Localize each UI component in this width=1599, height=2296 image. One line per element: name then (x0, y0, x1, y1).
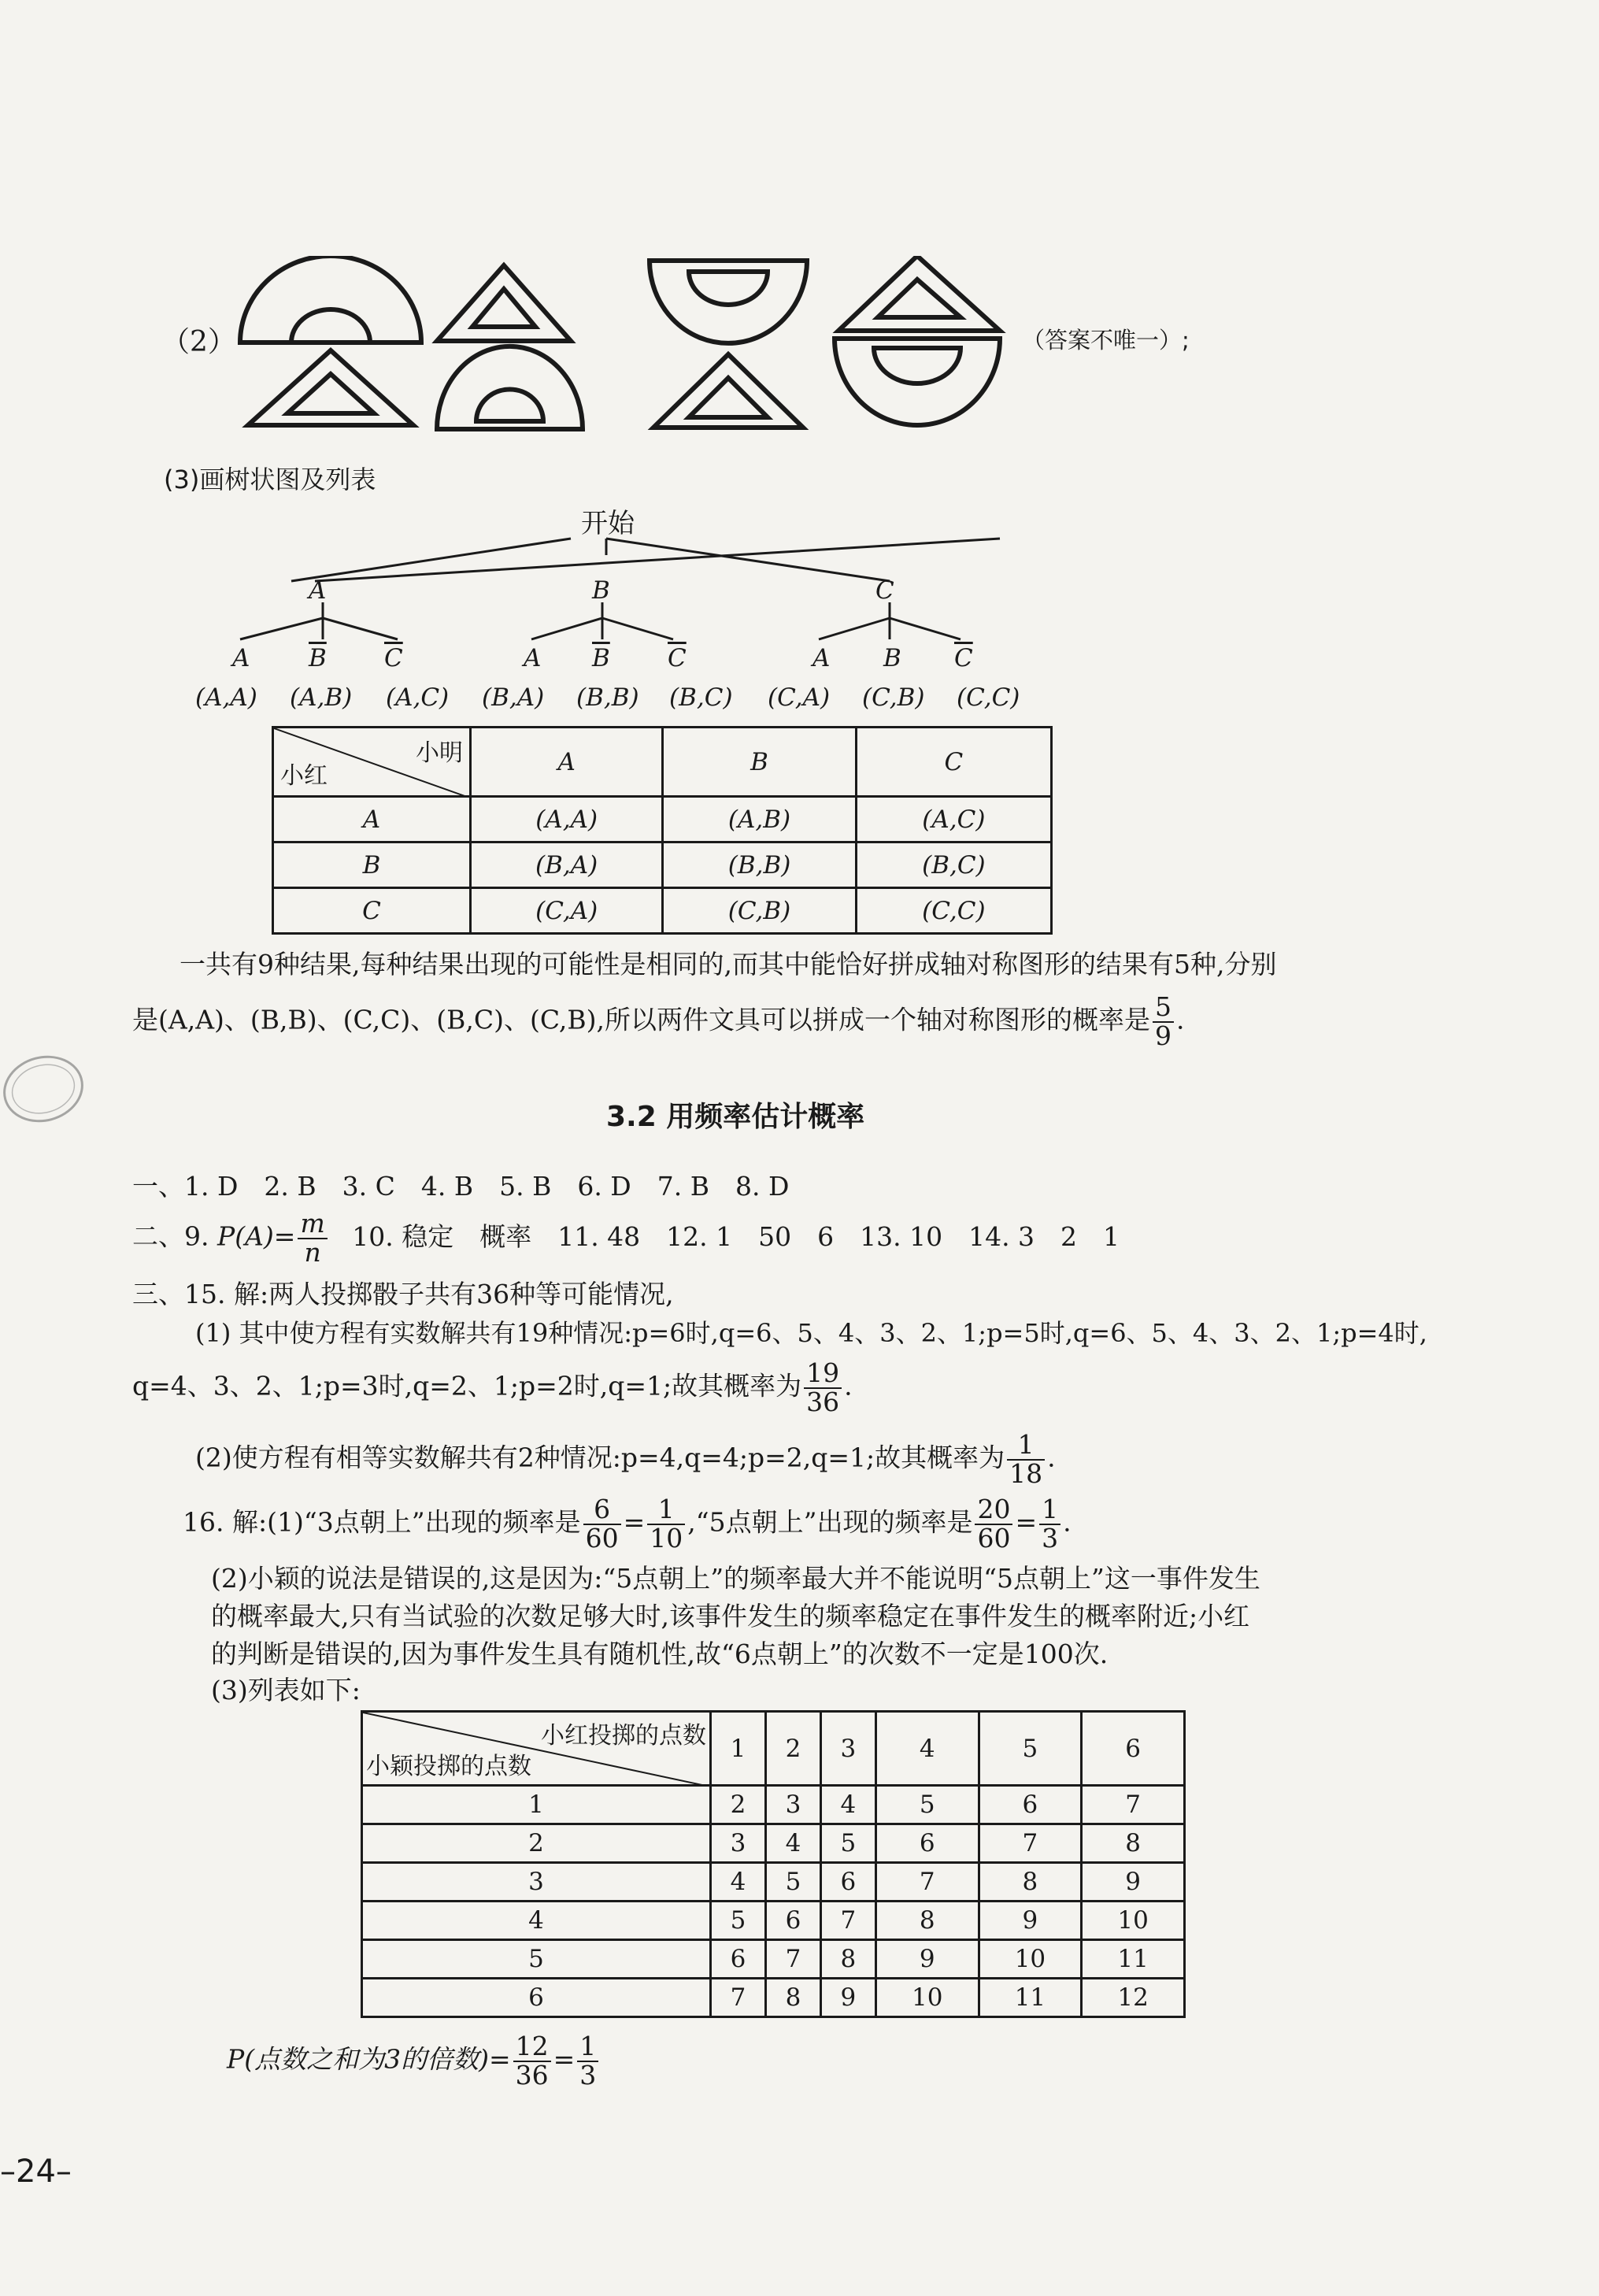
dice-cell: 7 (820, 1902, 875, 1940)
answers-line2-post: 10. 稳定 概率 11. 48 12. 1 50 6 13. 10 14. 3 2 1 (352, 1220, 1120, 1252)
dice-cell: 4 (820, 1786, 875, 1824)
dice-cell: 3 (711, 1824, 766, 1863)
dice-cell: 6 (711, 1940, 766, 1979)
dice-cell: 3 (765, 1786, 820, 1824)
outcome-cell: (A,C) (856, 797, 1051, 842)
dice-cell: 4 (711, 1863, 766, 1902)
tree-l2-8: $\overline{C}$ (954, 644, 973, 672)
q15-1-line1: (1) 其中使方程有实数解共有19种情况:p=6时,q=6、5、4、3、2、1;p=5时,q=6、5、4、3、2、1;p=4时, (195, 1318, 1427, 1348)
part2-note: （答案不唯一）; (1022, 327, 1190, 354)
q15-2-text: (2)使方程有相等实数解共有2种情况:p=4,q=4;p=2,q=1;故其概率为 (195, 1442, 1005, 1473)
dice-cell: 9 (1082, 1863, 1185, 1902)
dice-cell: 8 (1082, 1824, 1185, 1863)
section-title: 3.2 用频率估计概率 (606, 1101, 865, 1133)
dice-cell: 7 (765, 1940, 820, 1979)
tree-l2-0: A (232, 644, 250, 672)
dice-cell: 10 (1082, 1902, 1185, 1940)
outcome-cell: (C,B) (663, 888, 856, 934)
dice-cell: 6 (765, 1902, 820, 1940)
q15-1-fraction: $\frac{19}{36}$ (804, 1360, 842, 1416)
tree-pair-4: (B,B) (576, 683, 639, 712)
outcome-col-header: A (471, 728, 663, 797)
dice-cell: 7 (711, 1979, 766, 2017)
tree-l1-c: C (875, 576, 894, 605)
q16-fraction-1: $\frac{6}{60}$ (583, 1496, 621, 1552)
dice-cell: 4 (765, 1824, 820, 1863)
tree-l1-b: B (592, 576, 610, 605)
q15-1-line2: q=4、3、2、1;p=3时,q=2、1;p=2时,q=1;故其概率为 $\frac{19}{36}$ . (132, 1357, 853, 1417)
outcome-table (272, 726, 1053, 935)
q15-intro: 三、15. 解:两人投掷骰子共有36种等可能情况, (132, 1279, 674, 1309)
corner-bottom-label: 小红 (280, 762, 328, 790)
tree-pair-6: (C,A) (768, 683, 831, 712)
tree-pair-0: (A,A) (195, 683, 257, 712)
dice-row-header: 2 (362, 1824, 711, 1863)
outcome-cell: (A,B) (663, 797, 856, 842)
tree-pair-3: (B,A) (482, 683, 545, 712)
dice-corner-top: 小红投掷的点数 (541, 1722, 706, 1750)
q15-2: (2)使方程有相等实数解共有2种情况:p=4,q=4;p=2,q=1;故其概率为 $\frac{1}{18}$ . (195, 1429, 1056, 1489)
dice-cell: 5 (711, 1902, 766, 1940)
q16-fraction-2: $\frac{1}{10}$ (647, 1496, 685, 1552)
tree-root: 开始 (581, 508, 635, 539)
dice-col-header: 6 (1082, 1712, 1185, 1786)
q15-1-line2-text: q=4、3、2、1;p=3时,q=2、1;p=2时,q=1;故其概率为 (132, 1370, 802, 1402)
outcome-col-header: B (663, 728, 856, 797)
tree-l2-3: A (524, 644, 542, 672)
figure-pair-2 (437, 265, 583, 429)
outcome-table-corner (273, 728, 471, 797)
tree-l2-1: $\overline{B}$ (309, 644, 327, 672)
dice-cell: 8 (979, 1863, 1082, 1902)
outcome-cell: (B,A) (471, 842, 663, 888)
dice-row-header: 3 (362, 1863, 711, 1902)
dice-cell: 10 (875, 1979, 979, 2017)
dice-row-header: 4 (362, 1902, 711, 1940)
conclusion-line2: 是(A,A)、(B,B)、(C,C)、(B,C)、(C,B),所以两件文具可以拼成一个轴对称图形的概率是 $\frac{5}{9}$ . (132, 991, 1185, 1051)
outcome-cell: (B,C) (856, 842, 1051, 888)
dice-col-header: 2 (765, 1712, 820, 1786)
tree-pair-7: (C,B) (862, 683, 925, 712)
dice-row-header: 1 (362, 1786, 711, 1824)
dice-cell: 9 (979, 1902, 1082, 1940)
outcome-cell: (A,A) (471, 797, 663, 842)
outcome-cell: (C,C) (856, 888, 1051, 934)
dice-cell: 11 (1082, 1940, 1185, 1979)
tree-pair-2: (A,C) (386, 683, 450, 712)
tree-lines (205, 535, 1071, 661)
tree-pair-5: (B,C) (669, 683, 733, 712)
dice-col-header: 1 (711, 1712, 766, 1786)
dice-cell: 8 (765, 1979, 820, 2017)
dice-cell: 9 (875, 1940, 979, 1979)
answers-line2 (132, 1210, 1120, 1266)
q16-2-line1: (2)小颖的说法是错误的,这是因为:“5点朝上”的频率最大并不能说明“5点朝上”这一事件发生 (211, 1563, 1260, 1594)
dice-sum-table (361, 1710, 1186, 2018)
q16-1: 16. 解:(1)“3点朝上”出现的频率是 $\frac{6}{60}$ = $\frac{1}{10}$ ,“5点朝上”出现的频率是 $\frac{20}{60}$ = $\frac{1}{3}$ . (183, 1494, 1072, 1554)
answers-line2-pa: P(A)= (217, 1220, 296, 1252)
outcome-col-header: C (856, 728, 1051, 797)
q16-3: (3)列表如下: (211, 1675, 361, 1705)
tree-l2-5: $\overline{C}$ (668, 644, 687, 672)
tree-pair-8: (C,C) (957, 683, 1020, 712)
part2-label: （2） (161, 326, 236, 358)
page-number: –24– (0, 2153, 72, 2190)
dice-cell: 7 (979, 1824, 1082, 1863)
dice-cell: 11 (979, 1979, 1082, 2017)
figure-pair-1 (240, 256, 421, 425)
outcome-row-header: B (273, 842, 471, 888)
conclusion-fraction: $\frac{5}{9}$ (1153, 994, 1174, 1050)
q16-2-line2: 的概率最大,只有当试验的次数足够大时,该事件发生的频率稳定在事件发生的概率附近;小红 (211, 1601, 1250, 1631)
tree-l2-2: $\overline{C}$ (384, 644, 403, 672)
tree-l1-a: A (309, 576, 327, 605)
conclusion-line2-text: 是(A,A)、(B,B)、(C,C)、(B,C)、(C,B),所以两件文具可以拼成一个轴对称图形的概率是 (132, 1004, 1150, 1035)
q16-1-text-a: 16. 解:(1)“3点朝上”出现的频率是 (183, 1506, 581, 1538)
dice-cell: 7 (1082, 1786, 1185, 1824)
answers-line2-fraction: $\frac{m}{n}$ (298, 1210, 327, 1266)
tree-l2-7: B (883, 644, 901, 672)
tree-pair-1: (A,B) (290, 683, 353, 712)
final-probability: P(点数之和为3的倍数)= $\frac{12}{36}$ = $\frac{1}{3}$ (227, 2033, 601, 2089)
q15-2-fraction: $\frac{1}{18}$ (1007, 1431, 1045, 1487)
q16-1-text-b: ,“5点朝上”出现的频率是 (687, 1506, 973, 1538)
q16-2-line3: 的判断是错误的,因为事件发生具有随机性,故“6点朝上”的次数不一定是100次. (211, 1639, 1109, 1669)
dice-col-header: 3 (820, 1712, 875, 1786)
dice-cell: 10 (979, 1940, 1082, 1979)
dice-row-header: 6 (362, 1979, 711, 2017)
answers-line2-pre: 二、9. (132, 1220, 209, 1252)
tree-l2-6: A (812, 644, 831, 672)
dice-cell: 6 (875, 1824, 979, 1863)
dice-cell: 5 (820, 1824, 875, 1863)
dice-cell: 8 (875, 1902, 979, 1940)
outcome-row-header: A (273, 797, 471, 842)
dice-cell: 5 (765, 1863, 820, 1902)
watermark-stamp (0, 1046, 87, 1132)
conclusion-line1: 一共有9种结果,每种结果出现的可能性是相同的,而其中能恰好拼成轴对称图形的结果有5种,分别 (180, 949, 1277, 980)
dice-cell: 12 (1082, 1979, 1185, 2017)
figure-pair-3 (650, 261, 807, 428)
page-number-value: 24 (16, 2153, 56, 2190)
outcome-cell: (B,B) (663, 842, 856, 888)
dice-cell: 5 (875, 1786, 979, 1824)
dice-cell: 8 (820, 1940, 875, 1979)
dice-cell: 6 (979, 1786, 1082, 1824)
final-fraction-2: $\frac{1}{3}$ (577, 2033, 598, 2089)
final-fraction-1: $\frac{12}{36}$ (513, 2033, 551, 2089)
dice-corner-bottom: 小颖投掷的点数 (366, 1753, 531, 1780)
q16-fraction-4: $\frac{1}{3}$ (1039, 1496, 1060, 1552)
shape-combination-figures (224, 256, 1059, 437)
final-probability-text: P(点数之和为3的倍数)= (227, 2043, 511, 2075)
dice-cell: 2 (711, 1786, 766, 1824)
dice-cell: 9 (820, 1979, 875, 2017)
dice-row-header: 5 (362, 1940, 711, 1979)
figure-pair-4 (835, 256, 1000, 425)
corner-top-label: 小明 (416, 739, 463, 767)
q16-fraction-3: $\frac{20}{60}$ (975, 1496, 1012, 1552)
dice-col-header: 4 (875, 1712, 979, 1786)
tree-l2-4: $\overline{B}$ (592, 644, 610, 672)
dice-col-header: 5 (979, 1712, 1082, 1786)
outcome-row-header: C (273, 888, 471, 934)
outcome-cell: (C,A) (471, 888, 663, 934)
dice-table-corner (362, 1712, 711, 1786)
part3-heading: (3)画树状图及列表 (164, 465, 376, 494)
dice-cell: 6 (820, 1863, 875, 1902)
answers-line1: 一、1. D 2. B 3. C 4. B 5. B 6. D 7. B 8. D (132, 1171, 790, 1202)
dice-cell: 7 (875, 1863, 979, 1902)
